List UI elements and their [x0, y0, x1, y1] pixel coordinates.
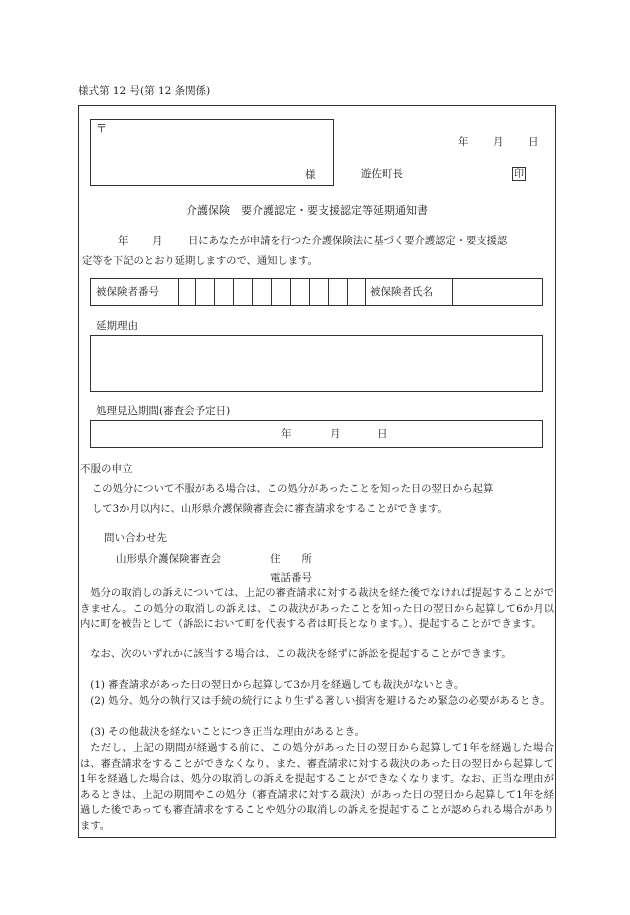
digit-cell	[271, 279, 272, 305]
period-month: 月	[330, 428, 341, 440]
notes-item-1: (1) 審査請求があった日の翌日から起算して3か月を経過しても裁決がないとき。	[90, 679, 465, 691]
period-year: 年	[281, 428, 292, 440]
delay-reason-label: 延期理由	[96, 320, 138, 332]
digit-cell	[290, 279, 291, 305]
period-day: 日	[377, 428, 388, 440]
processing-period-box	[90, 420, 543, 448]
header-year: 年	[458, 136, 469, 148]
form-number: 様式第 12 号(第 12 条関係)	[78, 85, 211, 97]
honorific-sama: 様	[305, 169, 316, 181]
name-label-divider	[365, 279, 366, 305]
objection-line2: して3か月以内に、山形県介護保険審査会に審査請求をすることができます。	[92, 503, 448, 515]
digit-cell	[233, 279, 234, 305]
objection-line1: この処分について不服がある場合は、この処分があったことを知った日の翌日から起算	[92, 483, 494, 495]
intro-line1: 日にあなたが申請を行つた介護保険法に基づく要介護認定・要支援認	[188, 235, 508, 247]
document-title: 介護保険 要介護認定・要支援認定等延期通知書	[186, 204, 428, 217]
intro-year: 年	[118, 235, 129, 247]
digit-cell	[178, 279, 179, 305]
contact-heading: 問い合わせ先	[104, 532, 167, 544]
notes-paragraph-2: なお、次のいずれかに該当する場合は、この裁決を経ずに訴訟を提起することができます。	[90, 648, 512, 660]
digit-cell	[309, 279, 310, 305]
intro-line2: 定等を下記のとおり延期しますので、通知します。	[82, 255, 318, 267]
notes-item-3: (3) その他裁決を経ないことにつき正当な理由があるとき。	[90, 726, 365, 738]
contact-phone-label: 電話番号	[270, 572, 312, 584]
issuer-name: 遊佐町長	[361, 168, 403, 180]
contact-org: 山形県介護保険審査会	[116, 553, 221, 565]
digit-cell	[328, 279, 329, 305]
insured-name-label: 被保険者氏名	[370, 286, 433, 298]
header-month: 月	[493, 136, 504, 148]
intro-month: 月	[152, 235, 163, 247]
postal-mark: 〒	[96, 122, 107, 135]
insured-number-label: 被保険者番号	[96, 286, 159, 298]
seal-mark: 印	[514, 169, 524, 180]
notes-paragraph-3: ただし、上記の期間が経過する前に、この処分があった日の翌日から起算して1年を経過した場合は、審査請求をすることができなくなり、また、審査請求に対する裁決のあった日の翌日から起算して1年を経過した場合は、処分の取消しの訴えを提起することができなくなります。なお、正当な理由があるときは、上記の期間やこの処分（審査請求に対する裁決）があった日の翌日から起算して1年を経過した後であっても審査請求をすることや処分の取消しの訴えを提起することが認められる場合があります。	[80, 742, 554, 832]
notes-item-2: (2) 処分、処分の執行又は手続の続行により生ずる著しい損害を避けるため緊急の必要があるとき。	[90, 695, 551, 707]
digit-cell	[214, 279, 215, 305]
name-value-divider	[452, 279, 453, 305]
digit-cell	[195, 279, 196, 305]
processing-period-label: 処理見込期間(審査会予定日)	[96, 405, 231, 417]
digit-cell	[347, 279, 348, 305]
contact-address-label: 住 所	[270, 553, 312, 565]
digit-cell	[252, 279, 253, 305]
delay-reason-box	[90, 335, 543, 392]
header-day: 日	[528, 136, 539, 148]
address-box	[90, 119, 334, 186]
notes-paragraph-1: 処分の取消しの訴えについては、上記の審査請求に対する裁決を経た後でなければ提起することができません。この処分の取消しの訴えは、この裁決があったことを知った日の翌日から起算して6か月以内に町を被告として（訴訟において町を代表する者は町長となります。）、提起することができます。	[80, 587, 554, 630]
objection-heading: 不服の申立	[80, 463, 133, 475]
